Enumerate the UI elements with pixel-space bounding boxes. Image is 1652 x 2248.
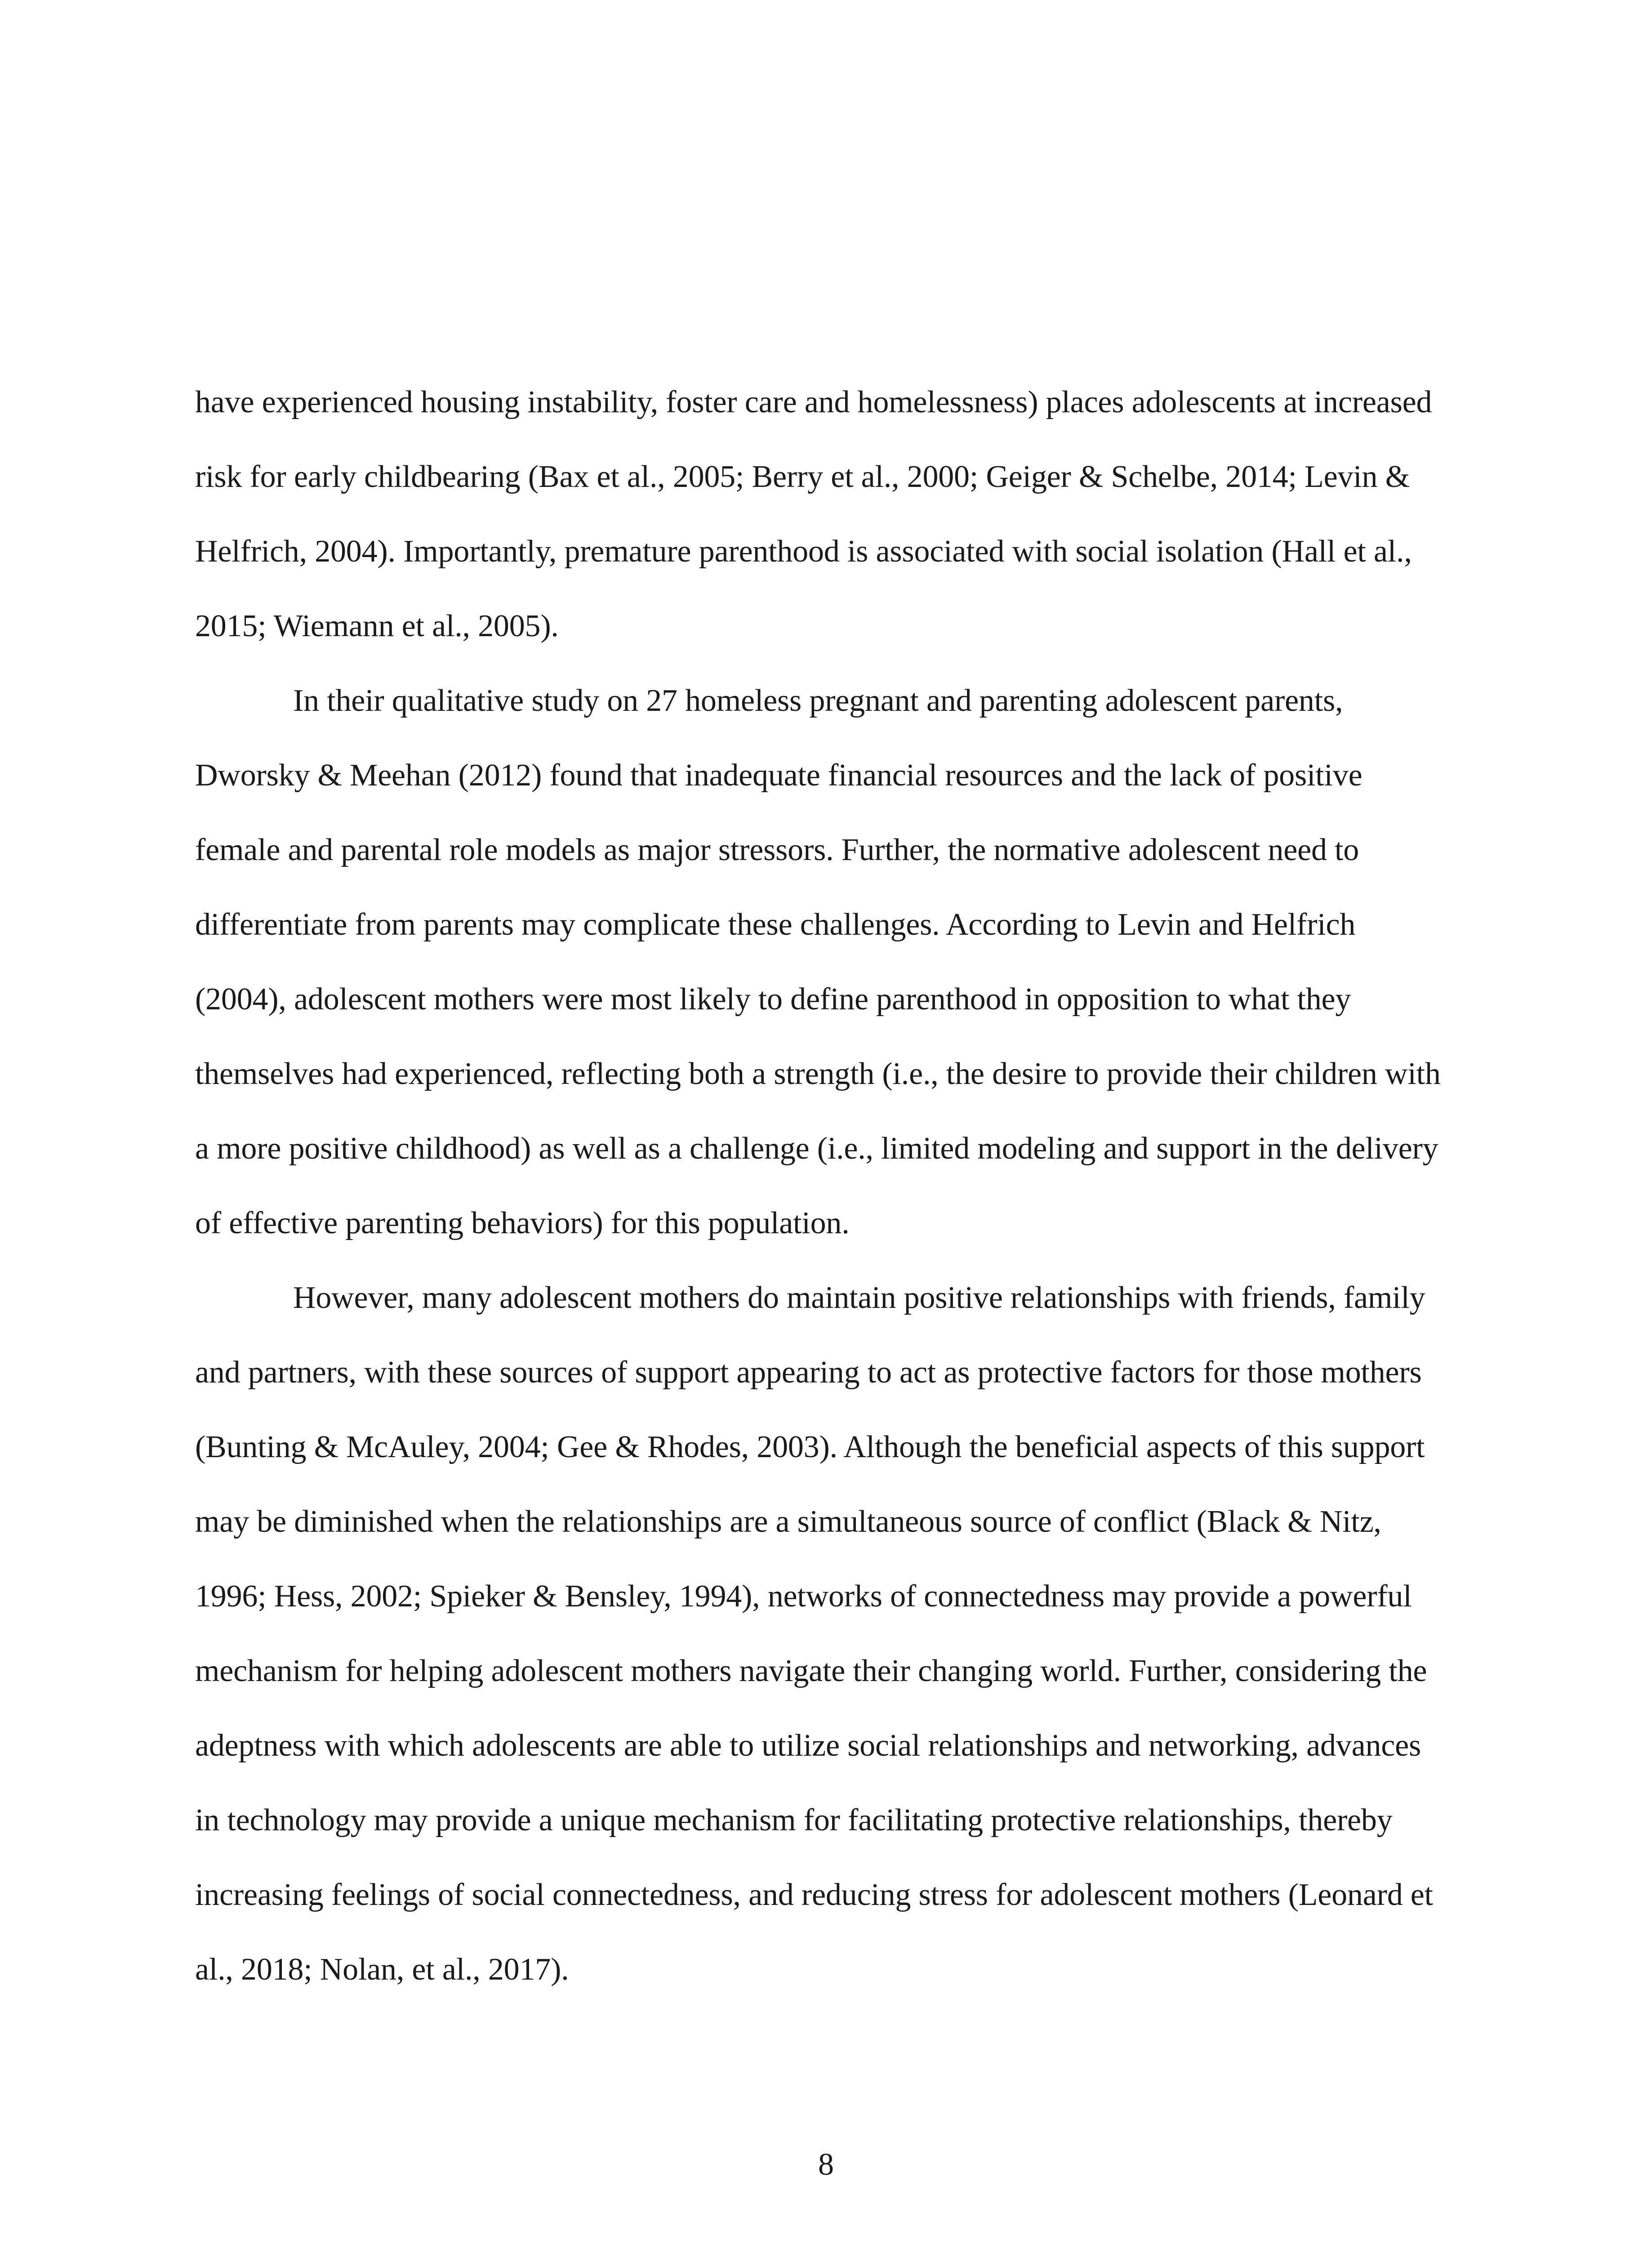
body-text: [195, 365, 1449, 2007]
paragraph-3: However, many adolescent mothers do maintain positive relationships with friends, family and partners, with these sources of support appearing to act as protective factors for those mothers (Bunting & McAuley, 2004; Gee & Rhodes, 2003). Although the beneficial aspects of this support may be diminished when the relationships are a simultaneous source of conflict (Black & Nitz, 1996; Hess, 2002; Spieker & Bensley, 1994), networks of connectedness may provide a powerful mechanism for helping adolescent mothers navigate their changing world. Further, considering the adeptness with which adolescents are able to utilize social relationships and networking, advances in technology may provide a unique mechanism for facilitating protective relationships, thereby increasing feelings of social connectedness, and reducing stress for adolescent mothers (Leonard et al., 2018; Nolan, et al., 2017).: [195, 1280, 1433, 1987]
paragraph-1: have experienced housing instability, foster care and homelessness) places adolescents at increased risk for early childbearing (Bax et al., 2005; Berry et al., 2000; Geiger & Schelbe, 2014; Levin & Helfrich, 2004). Importantly, premature parenthood is associated with social isolation (Hall et al., 2015; Wiemann et al., 2005).: [195, 385, 1432, 643]
page-number: 8: [818, 2147, 834, 2182]
paragraph-2: In their qualitative study on 27 homeless pregnant and parenting adolescent parents, Dworsky & Meehan (2012) found that inadequate financial resources and the lack of positive female and parental role models as major stressors. Further, the normative adolescent need to differentiate from parents may complicate these challenges. According to Levin and Helfrich (2004), adolescent mothers were most likely to define parenthood in opposition to what they themselves had experienced, reflecting both a strength (i.e., the desire to provide their children with a more positive childhood) as well as a challenge (i.e., limited modeling and support in the delivery of effective parenting behaviors) for this population.: [195, 683, 1441, 1240]
